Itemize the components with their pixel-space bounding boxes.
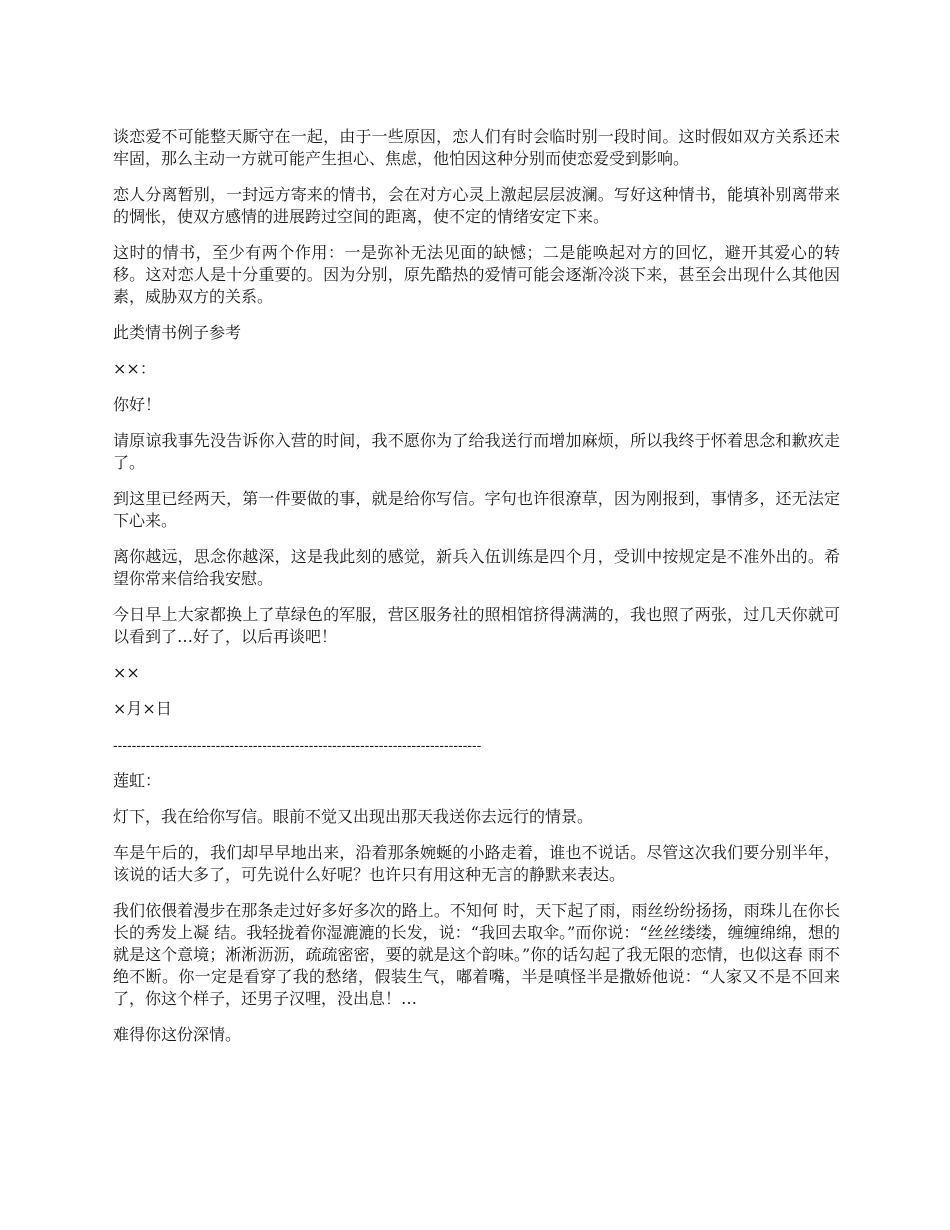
letter1-date: ×月×日 [113,699,172,718]
letter2-salutation: 莲虹： [113,771,162,790]
letter2-paragraph-4: 难得你这份深情。 [113,1025,242,1044]
letter1-paragraph-3: 离你越远，思念你越深，这是我此刻的感觉，新兵入伍训练是四个月，受训中按规定是不准外出的。希望你常来信给我安慰。 [113,547,840,588]
letter2-paragraph-3: 我们依偎着漫步在那条走过好多好多次的路上。不知何 时，天下起了雨，雨丝纷纷扬扬，雨珠儿在你长长的秀发上凝 结。我轻拢着你湿漉漉的长发，说：“我回去取伞。”而你说：“丝丝缕缕，缠缠绵绵，想的就是这个意境；淅淅沥沥，疏疏密密，要的就是这个韵味。”你的话勾起了我无限的恋情，也似这春 雨不绝不断。你一定是看穿了我的愁绪，假装生气，嘟着嘴，半是嗔怪半是撒娇他说：“人家又不是不回来了，你这个样子，还男子汉哩，没出息！… [113,901,840,1008]
letter1-paragraph-2: 到这里已经两天，第一件要做的事，就是给你写信。字句也许很潦草，因为刚报到，事情多，还无法定下心来。 [113,489,840,530]
letter1-greeting: 你好！ [113,395,162,414]
section-divider: ------------------------------------------------------------------------------- [113,737,482,753]
document-page [113,126,840,1060]
letter1-signature: ×× [113,663,140,682]
letter2-paragraph-2: 车是午后的，我们却早早地出来，沿着那条婉蜒的小路走着，谁也不说话。尽管这次我们要分别半年，该说的话大多了，可先说什么好呢？也许只有用这种无言的静默来表达。 [113,843,840,884]
letter1-paragraph-1: 请原谅我事先没告诉你入营的时间，我不愿你为了给我送行而增加麻烦，所以我终于怀着思念和歉疚走了。 [113,431,840,472]
letter1-salutation: ××： [113,359,156,378]
section-heading: 此类情书例子参考 [113,323,242,342]
intro-paragraph-1: 谈恋爱不可能整天厮守在一起，由于一些原因，恋人们有时会临时别一段时间。这时假如双方关系还未牢固，那么主动一方就可能产生担心、焦虑，他怕因这种分别而使恋爱受到影响。 [113,127,840,168]
letter2-paragraph-1: 灯下，我在给你写信。眼前不觉又出现出那天我送你去远行的情景。 [113,807,594,826]
letter1-paragraph-4: 今日早上大家都换上了草绿色的军服，营区服务社的照相馆挤得满满的，我也照了两张，过几天你就可以看到了…好了，以后再谈吧！ [113,605,840,646]
intro-paragraph-2: 恋人分离暂别，一封远方寄来的情书，会在对方心灵上激起层层波澜。写好这种情书，能填补别离带来的惆怅，使双方感情的进展跨过空间的距离，使不定的情绪安定下来。 [113,185,840,226]
intro-paragraph-3: 这时的情书，至少有两个作用：一是弥补无法见面的缺憾；二是能唤起对方的回忆，避开其爱心的转移。这对恋人是十分重要的。因为分别，原先酷热的爱情可能会逐渐冷淡下来，甚至会出现什么其他因素，威胁双方的关系。 [113,243,840,306]
